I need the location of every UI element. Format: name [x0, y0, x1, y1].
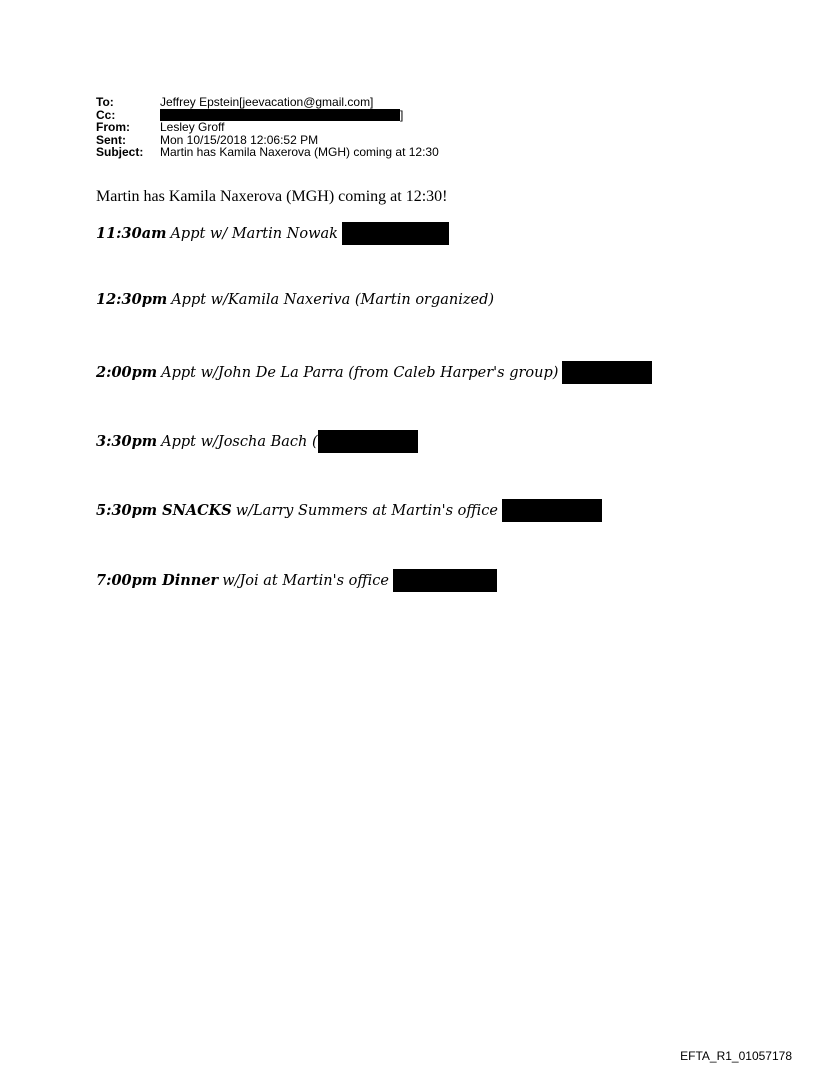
subject-row [96, 146, 439, 159]
to-value: Jeffrey Epstein[jeevacation@gmail.com] [160, 95, 374, 109]
intro-text: Martin has Kamila Naxerova (MGH) coming at 12:30! [96, 188, 448, 205]
schedule-item [96, 291, 494, 308]
schedule-desc: w/Larry Summers at Martin's office [235, 502, 499, 519]
from-label: From: [96, 120, 130, 134]
redaction-block [502, 499, 602, 522]
sent-label: Sent: [96, 132, 126, 147]
redaction-block [318, 430, 418, 453]
cc-row [96, 109, 439, 122]
to-row [96, 96, 439, 109]
cc-redaction [160, 109, 400, 121]
to-label: To: [96, 95, 114, 109]
email-header [96, 96, 439, 159]
redaction-block [562, 361, 652, 384]
schedule-time: 11:30am [96, 225, 167, 242]
schedule-item [96, 430, 418, 453]
document-id: EFTA_R1_01057178 [680, 1049, 792, 1063]
cc-trailing: ] [400, 107, 404, 122]
subject-value: Martin has Kamila Naxerova (MGH) coming at 12:30 [160, 145, 439, 159]
redaction-block [342, 222, 449, 245]
cc-label: Cc: [96, 107, 116, 122]
schedule-desc: Appt w/ Martin Nowak [170, 225, 338, 242]
sent-value: Mon 10/15/2018 12:06:52 PM [160, 132, 319, 147]
schedule-item [96, 361, 652, 384]
from-row [96, 121, 439, 134]
from-value: Lesley Groff [160, 120, 225, 134]
schedule-time: 12:30pm [96, 291, 168, 308]
subject-label: Subject: [96, 145, 144, 159]
schedule-desc: Appt w/John De La Parra (from Caleb Harper's group) [161, 364, 559, 381]
schedule-time: 2:00pm [96, 364, 158, 381]
schedule-desc: w/Joi at Martin's office [222, 572, 389, 589]
schedule-item [96, 222, 449, 245]
schedule-item [96, 499, 602, 522]
schedule-time: 5:30pm SNACKS [96, 502, 232, 519]
redaction-block [393, 569, 497, 592]
schedule-item [96, 569, 497, 592]
schedule-time: 7:00pm Dinner [96, 572, 219, 589]
schedule-desc: Appt w/Joscha Bach ( [161, 433, 318, 450]
schedule-time: 3:30pm [96, 433, 158, 450]
schedule-desc: Appt w/Kamila Naxeriva (Martin organized) [171, 291, 495, 308]
